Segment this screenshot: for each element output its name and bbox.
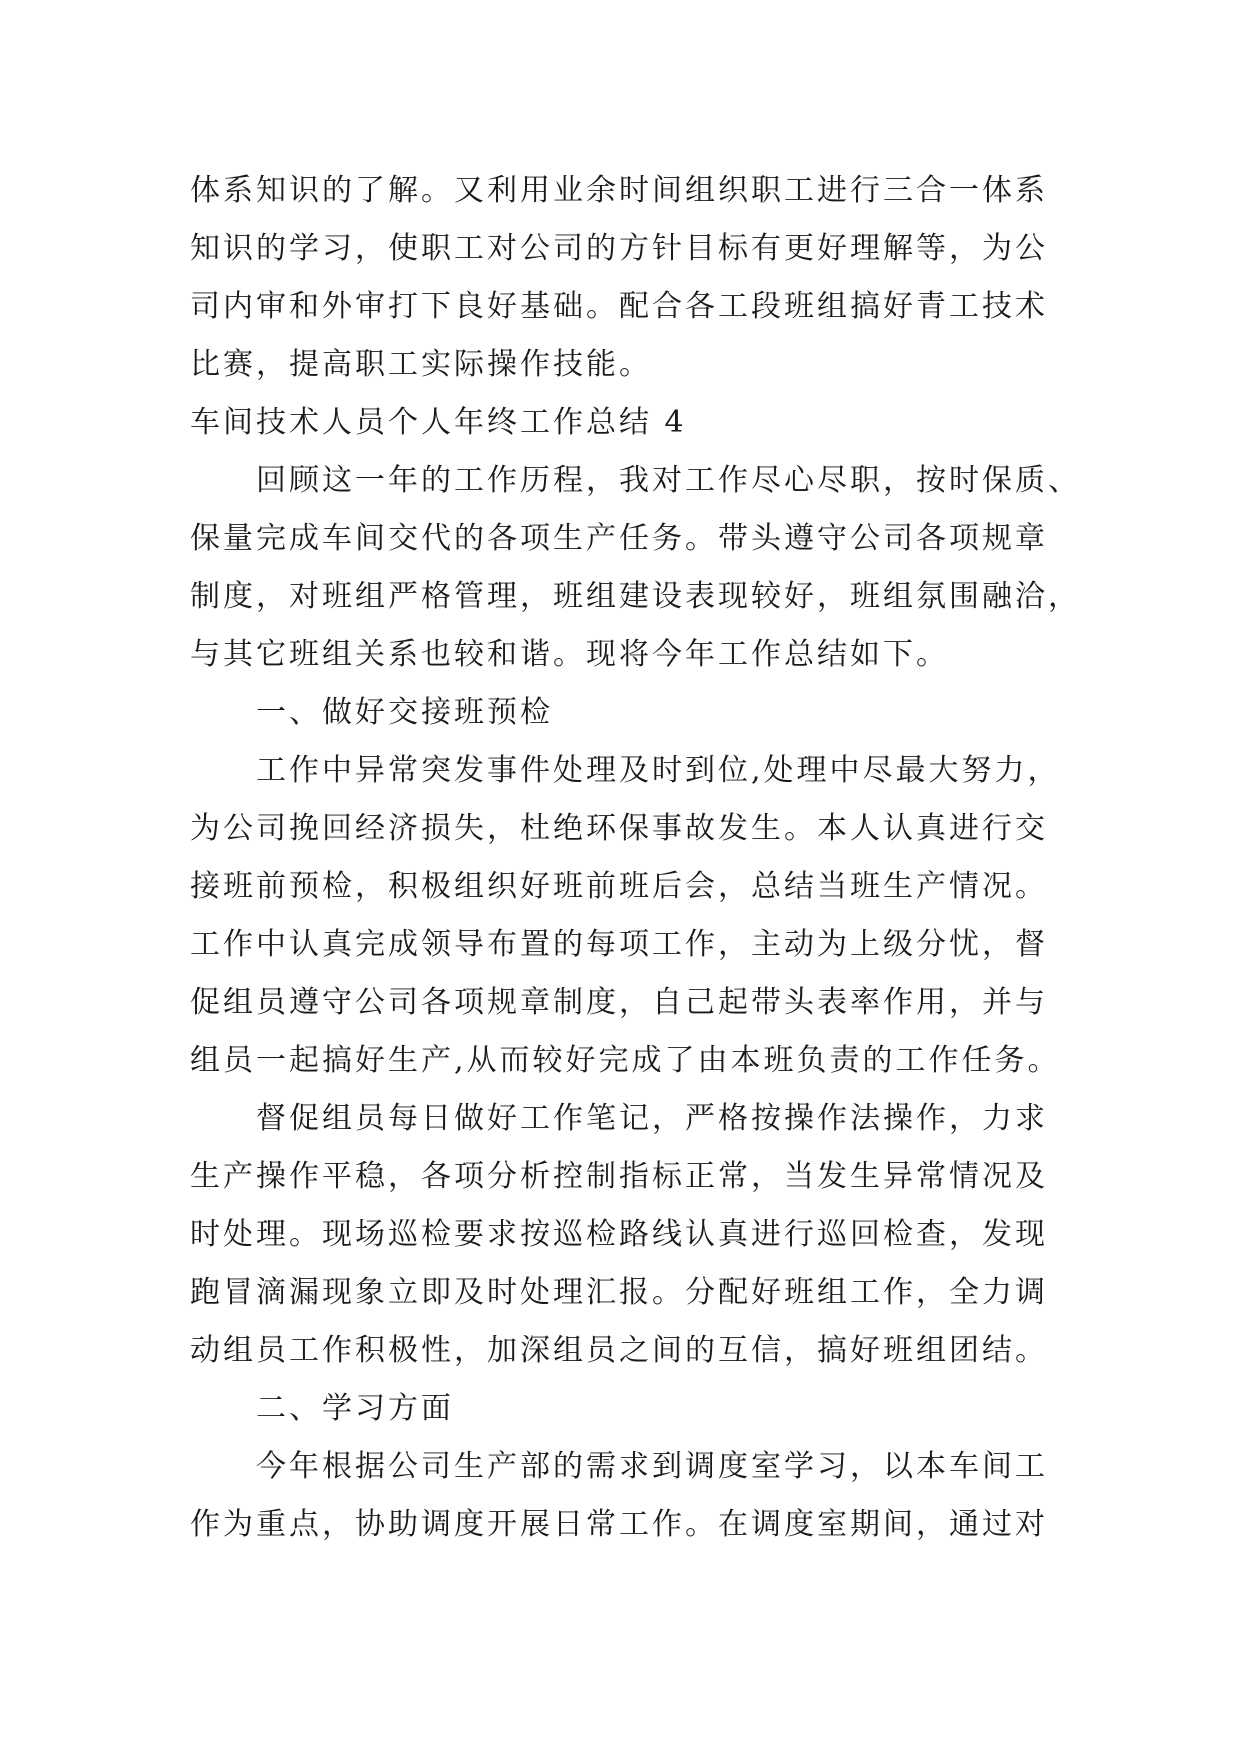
text-line: 体系知识的了解。又利用业余时间组织职工进行三合一体系 [190, 173, 1048, 208]
text-line: 生产操作平稳，各项分析控制指标正常，当发生异常情况及 [190, 1159, 1048, 1194]
text-line: 制度，对班组严格管理，班组建设表现较好，班组氛围融洽， [190, 579, 1081, 614]
text-line: 车间技术人员个人年终工作总结 4 [190, 405, 687, 440]
text-line: 接班前预检，积极组织好班前班后会，总结当班生产情况。 [190, 869, 1048, 904]
text-line: 二、学习方面 [256, 1391, 454, 1426]
text-line: 今年根据公司生产部的需求到调度室学习，以本车间工 [256, 1449, 1048, 1484]
text-line: 跑冒滴漏现象立即及时处理汇报。分配好班组工作，全力调 [190, 1275, 1048, 1310]
text-line: 组员一起搞好生产,从而较好完成了由本班负责的工作任务。 [190, 1043, 1061, 1078]
text-line: 与其它班组关系也较和谐。现将今年工作总结如下。 [190, 637, 949, 672]
text-line: 工作中认真完成领导布置的每项工作，主动为上级分忧，督 [190, 927, 1048, 962]
text-line: 动组员工作积极性，加深组员之间的互信，搞好班组团结。 [190, 1333, 1048, 1368]
text-line: 作为重点，协助调度开展日常工作。在调度室期间，通过对 [190, 1507, 1048, 1542]
text-line: 为公司挽回经济损失，杜绝环保事故发生。本人认真进行交 [190, 811, 1048, 846]
text-line: 知识的学习，使职工对公司的方针目标有更好理解等，为公 [190, 231, 1048, 266]
text-line: 一、做好交接班预检 [256, 695, 553, 730]
text-line: 促组员遵守公司各项规章制度，自己起带头表率作用，并与 [190, 985, 1048, 1020]
text-line: 督促组员每日做好工作笔记，严格按操作法操作，力求 [256, 1101, 1048, 1136]
text-line: 司内审和外审打下良好基础。配合各工段班组搞好青工技术 [190, 289, 1048, 324]
text-line: 比赛，提高职工实际操作技能。 [190, 347, 652, 382]
text-line: 回顾这一年的工作历程，我对工作尽心尽职，按时保质、 [256, 463, 1081, 498]
text-line: 保量完成车间交代的各项生产任务。带头遵守公司各项规章 [190, 521, 1048, 556]
text-line: 工作中异常突发事件处理及时到位,处理中尽最大努力， [256, 753, 1061, 788]
text-line: 时处理。现场巡检要求按巡检路线认真进行巡回检查，发现 [190, 1217, 1048, 1252]
document-body [190, 162, 1081, 1554]
